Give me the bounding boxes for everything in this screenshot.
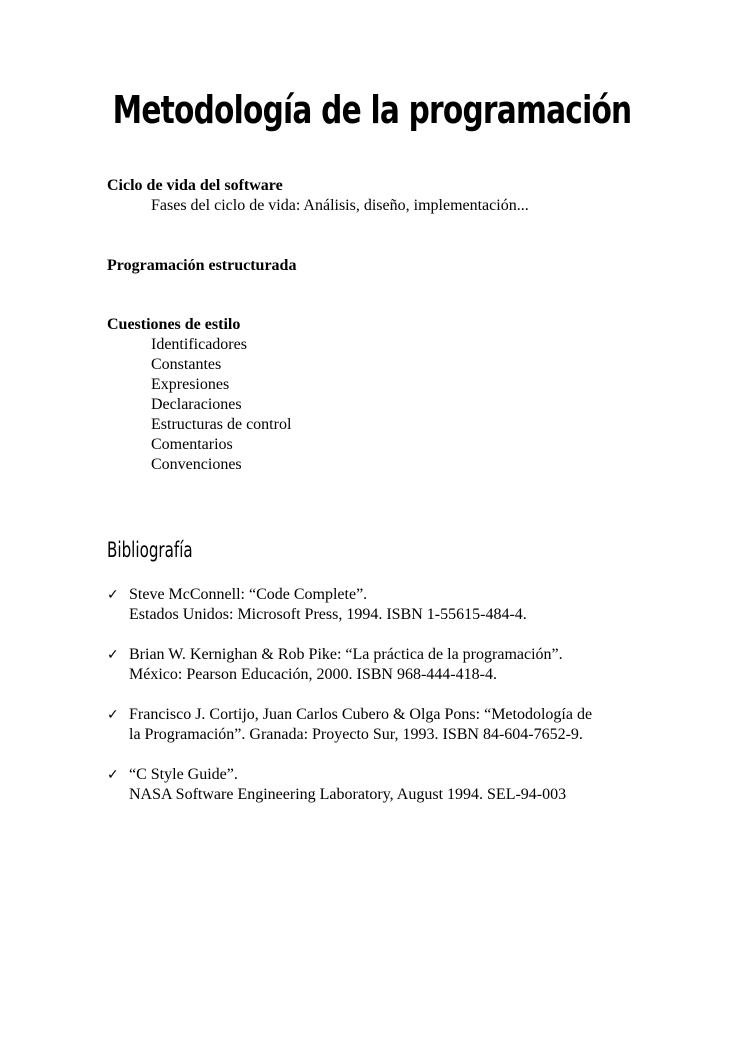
checkmark-icon: ✓ [107, 707, 119, 723]
page-title: Metodología de la programación [112, 88, 632, 132]
section-item: Expresiones [151, 376, 230, 393]
section-ciclo-de-vida [107, 176, 667, 216]
checkmark-icon: ✓ [107, 767, 119, 783]
section-heading: Ciclo de vida del software [107, 177, 283, 194]
section-item: Fases del ciclo de vida: Análisis, diseño, implementación... [151, 197, 529, 214]
reference-line: Brian W. Kernighan & Rob Pike: “La práctica de la programación”. [129, 646, 563, 663]
reference-line: Estados Unidos: Microsoft Press, 1994. ISBN 1-55615-484-4. [129, 606, 527, 623]
reference-line: “C Style Guide”. [129, 766, 238, 783]
section-item: Comentarios [151, 436, 233, 453]
bibliography-entry [107, 585, 667, 625]
reference-line: Francisco J. Cortijo, Juan Carlos Cubero & Olga Pons: “Metodología de [129, 706, 593, 723]
reference-line: NASA Software Engineering Laboratory, August 1994. SEL-94-003 [129, 786, 567, 803]
section-item: Constantes [151, 356, 222, 373]
bibliography-heading: Bibliografía [107, 538, 193, 562]
reference-line: Steve McConnell: “Code Complete”. [129, 586, 368, 603]
bibliography-entry [107, 765, 667, 805]
bibliography-list [107, 585, 667, 825]
checkmark-icon: ✓ [107, 647, 119, 663]
section-heading: Cuestiones de estilo [107, 316, 241, 333]
bibliography-entry [107, 705, 667, 745]
section-item: Convenciones [151, 456, 242, 473]
section-heading: Programación estructurada [107, 257, 297, 274]
section-items [151, 196, 667, 216]
section-programacion-estructurada [107, 256, 667, 276]
section-item: Estructuras de control [151, 416, 292, 433]
checkmark-icon: ✓ [107, 587, 119, 603]
section-cuestiones-de-estilo [107, 315, 667, 475]
section-item: Declaraciones [151, 396, 242, 413]
reference-line: la Programación”. Granada: Proyecto Sur, 1993. ISBN 84-604-7652-9. [129, 726, 583, 743]
section-item: Identificadores [151, 336, 247, 353]
reference-line: México: Pearson Educación, 2000. ISBN 968-444-418-4. [129, 666, 497, 683]
bibliography-entry [107, 645, 667, 685]
section-items [151, 335, 667, 475]
